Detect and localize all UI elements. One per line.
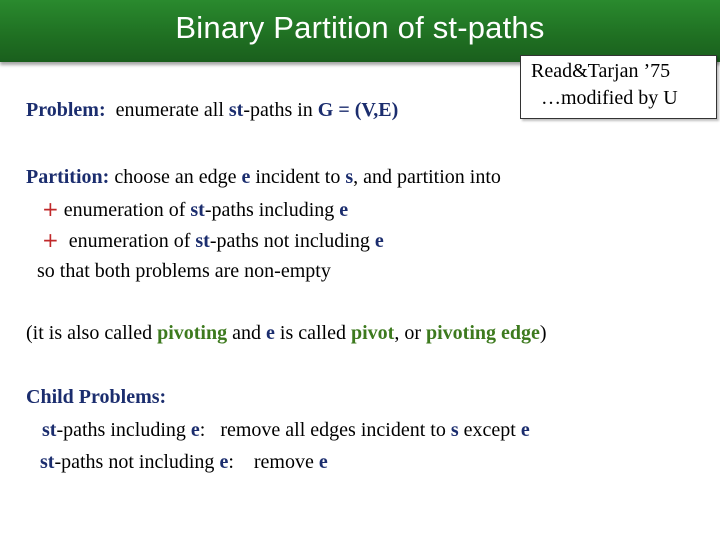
plus-icon: + [42, 197, 59, 221]
pivot-text-4: , or [394, 322, 426, 344]
partition-closing: so that both problems are non-empty [37, 260, 331, 282]
child-1-e2: e [520, 419, 530, 441]
pivot-text-1: (it is also called [26, 322, 158, 344]
partition-label: Partition: [26, 166, 110, 188]
partition-bullet-2 [42, 228, 384, 253]
bullet-2-text-2: -paths not including [209, 230, 375, 252]
plus-icon: + [42, 228, 59, 252]
bullet-1-e: e [339, 199, 349, 221]
pivot-term-pivoting: pivoting [157, 322, 228, 344]
child-1-s: s [450, 419, 459, 441]
child-1-text-2: : remove all edges incident to [199, 419, 451, 441]
slide-title: Binary Partition of st-paths [175, 10, 545, 45]
problem-label: Problem: [26, 99, 106, 121]
child-problem-2 [40, 451, 328, 474]
bullet-2-text-1: enumeration of [58, 230, 196, 252]
child-1-text-3: except [458, 419, 521, 441]
partition-e: e [241, 166, 251, 188]
problem-text-2: -paths in [243, 99, 318, 121]
pivot-term-pivot: pivot [350, 322, 395, 344]
bullet-2-st: st [195, 230, 210, 252]
bullet-1-text-1: enumeration of [58, 199, 191, 221]
pivot-text-5: ) [539, 322, 547, 344]
partition-text-1: choose an edge [109, 166, 242, 188]
pivot-text-2: and [227, 322, 266, 344]
partition-bullet-1 [42, 197, 348, 222]
pivot-e: e [266, 322, 275, 344]
partition-s: s [345, 166, 354, 188]
child-1-text-1: -paths including [56, 419, 191, 441]
bullet-1-st: st [190, 199, 205, 221]
pivot-term-pivoting-edge: pivoting edge [426, 322, 540, 344]
title-bar [0, 0, 720, 62]
partition-text-2: incident to [250, 166, 346, 188]
child-2-e: e [219, 451, 229, 473]
credit-line-1: Read&Tarjan ’75 [531, 60, 671, 82]
problem-graph: G = (V,E) [317, 99, 399, 121]
child-problem-1 [42, 419, 530, 442]
pivot-remark [26, 322, 547, 345]
problem-st: st [228, 99, 244, 121]
credit-line-2: …modified by U [541, 87, 678, 109]
child-2-st: st [40, 451, 55, 473]
problem-text-1: enumerate all [115, 99, 229, 121]
child-problems-heading: Child Problems: [26, 386, 167, 408]
problem-statement [26, 99, 398, 122]
child-1-st: st [42, 419, 57, 441]
child-2-e2: e [318, 451, 328, 473]
pivot-text-3: is called [274, 322, 351, 344]
child-2-text-2: : remove [228, 451, 319, 473]
partition-text-3: , and partition into [353, 166, 501, 188]
bullet-2-e: e [374, 230, 384, 252]
bullet-1-text-2: -paths including [204, 199, 340, 221]
partition-statement [26, 166, 501, 189]
child-2-text-1: -paths not including [54, 451, 220, 473]
child-1-e: e [190, 419, 200, 441]
credit-box [520, 55, 717, 119]
